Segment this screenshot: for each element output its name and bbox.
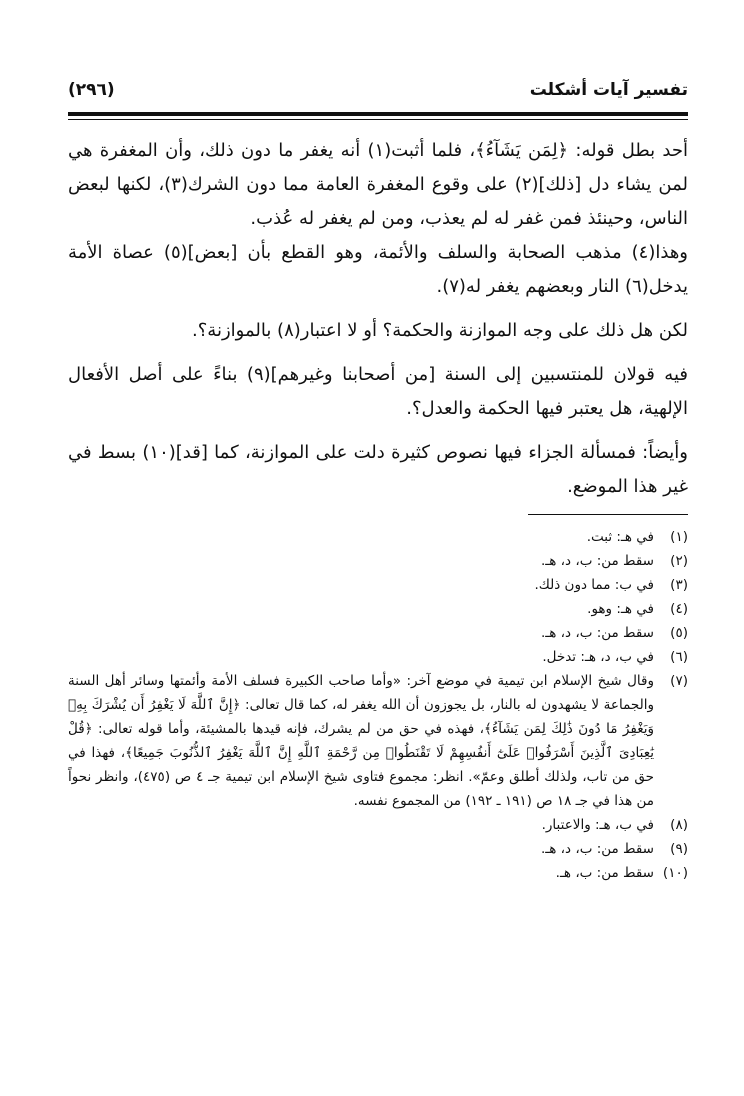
footnote	[68, 645, 688, 669]
book-page	[68, 70, 688, 885]
footnote	[68, 669, 688, 813]
header-rule-thin	[68, 119, 688, 120]
footnote	[68, 621, 688, 645]
footnote-number: (٢)	[670, 553, 688, 569]
header-rule-thick	[68, 112, 688, 116]
page-number: (٢٩٦)	[68, 80, 115, 100]
footnote-number: (١٠)	[662, 865, 688, 881]
footnote	[68, 573, 688, 597]
footnote	[68, 597, 688, 621]
paragraph-4: فيه قولان للمنتسبين إلى السنة [من أصحابنا وغيرهم](٩) بناءً على أصل الأفعال الإلهية، هل يعتبر فيها الحكمة والعدل؟.	[68, 364, 688, 419]
footnote-text: سقط من: ب، د، هـ.	[541, 841, 654, 857]
footnote	[68, 813, 688, 837]
footnote-number: (٥)	[670, 625, 688, 641]
footnote-text: في ب: مما دون ذلك.	[534, 577, 654, 593]
paragraph-3: لكن هل ذلك على وجه الموازنة والحكمة؟ أو لا اعتبار(٨) بالموازنة؟.	[192, 320, 688, 341]
footnote-number: (٧)	[670, 673, 688, 689]
paragraph-2: وهذا(٤) مذهب الصحابة والسلف والأئمة، وهو القطع بأن [بعض](٥) عصاة الأمة يدخل(٦) النار وبعضهم يغفر له(٧).	[68, 242, 688, 297]
footnote-text: سقط من: ب، هـ.	[555, 865, 654, 881]
footnote-text: سقط من: ب، د، هـ.	[541, 625, 654, 641]
footnote-number: (٨)	[670, 817, 688, 833]
footnote-number: (٦)	[670, 649, 688, 665]
footnote-separator	[528, 514, 688, 515]
footnote-number: (٤)	[670, 601, 688, 617]
paragraph-1: أحد بطل قوله: ﴿لِمَن يَشَآءُ﴾، فلما أثبت(١) أنه يغفر ما دون ذلك، وأن المغفرة هي لمن يشاء دل [ذلك](٢) على وقوع المغفرة العامة مما دون الشرك(٣)، لكنها لبعض الناس، وحينئذ فمن غفر له لم يعذب، ومن لم يغفر له عُذب.	[68, 140, 688, 229]
paragraph-5: وأيضاً: فمسألة الجزاء فيها نصوص كثيرة دلت على الموازنة، كما [قد](١٠) بسط في غير هذا الموضع.	[68, 442, 688, 497]
footnote	[68, 837, 688, 861]
footnote-text: في هـ: وهو.	[587, 601, 654, 617]
footnote-number: (١)	[670, 529, 688, 545]
footnote	[68, 549, 688, 573]
footnote-text: سقط من: ب، د، هـ.	[541, 553, 654, 569]
footnote	[68, 525, 688, 549]
footnote-text: في هـ: ثبت.	[586, 529, 654, 545]
main-text	[68, 134, 688, 504]
footnote-number: (٩)	[670, 841, 688, 857]
footnote-text: في ب، هـ: والاعتبار.	[541, 817, 654, 833]
footnote-text: في ب، د، هـ: تدخل.	[542, 649, 654, 665]
running-title: تفسير آيات أشكلت	[529, 80, 688, 100]
footnote	[68, 861, 688, 885]
footnote-text: وقال شيخ الإسلام ابن تيمية في موضع آخر: «وأما صاحب الكبيرة فسلف الأمة وأئمتها وسائر أهل السنة والجماعة لا يشهدون له بالنار، بل يجوزون أن الله يغفر له، كما قال تعالى: ﴿إِنَّ ٱللَّهَ لَا يَغْفِرُ أَن يُشْرَكَ بِهِۦ وَيَغْفِرُ مَا دُونَ ذَٰلِكَ لِمَن يَشَآءُ﴾، فهذه في حق من لم يشرك، فإنه قيدها بالمشيئة، وأما قوله تعالى: ﴿قُلْ يَٰعِبَادِىَ ٱلَّذِينَ أَسْرَفُوا۟ عَلَىٰٓ أَنفُسِهِمْ لَا تَقْنَطُوا۟ مِن رَّحْمَةِ ٱللَّهِ إِنَّ ٱللَّهَ يَغْفِرُ ٱلذُّنُوبَ جَمِيعًا﴾، فهذا في حق من تاب، ولذلك أطلق وعمّ». انظر: مجموع فتاوى شيخ الإسلام ابن تيمية جـ ٤ ص (٤٧٥)، وانظر نحواً من هذا في جـ ١٨ ص (١٩١ ـ ١٩٢) من المجموع نفسه.	[68, 673, 655, 809]
footnote-number: (٣)	[670, 577, 688, 593]
page-header	[68, 70, 688, 110]
footnotes	[68, 525, 688, 885]
